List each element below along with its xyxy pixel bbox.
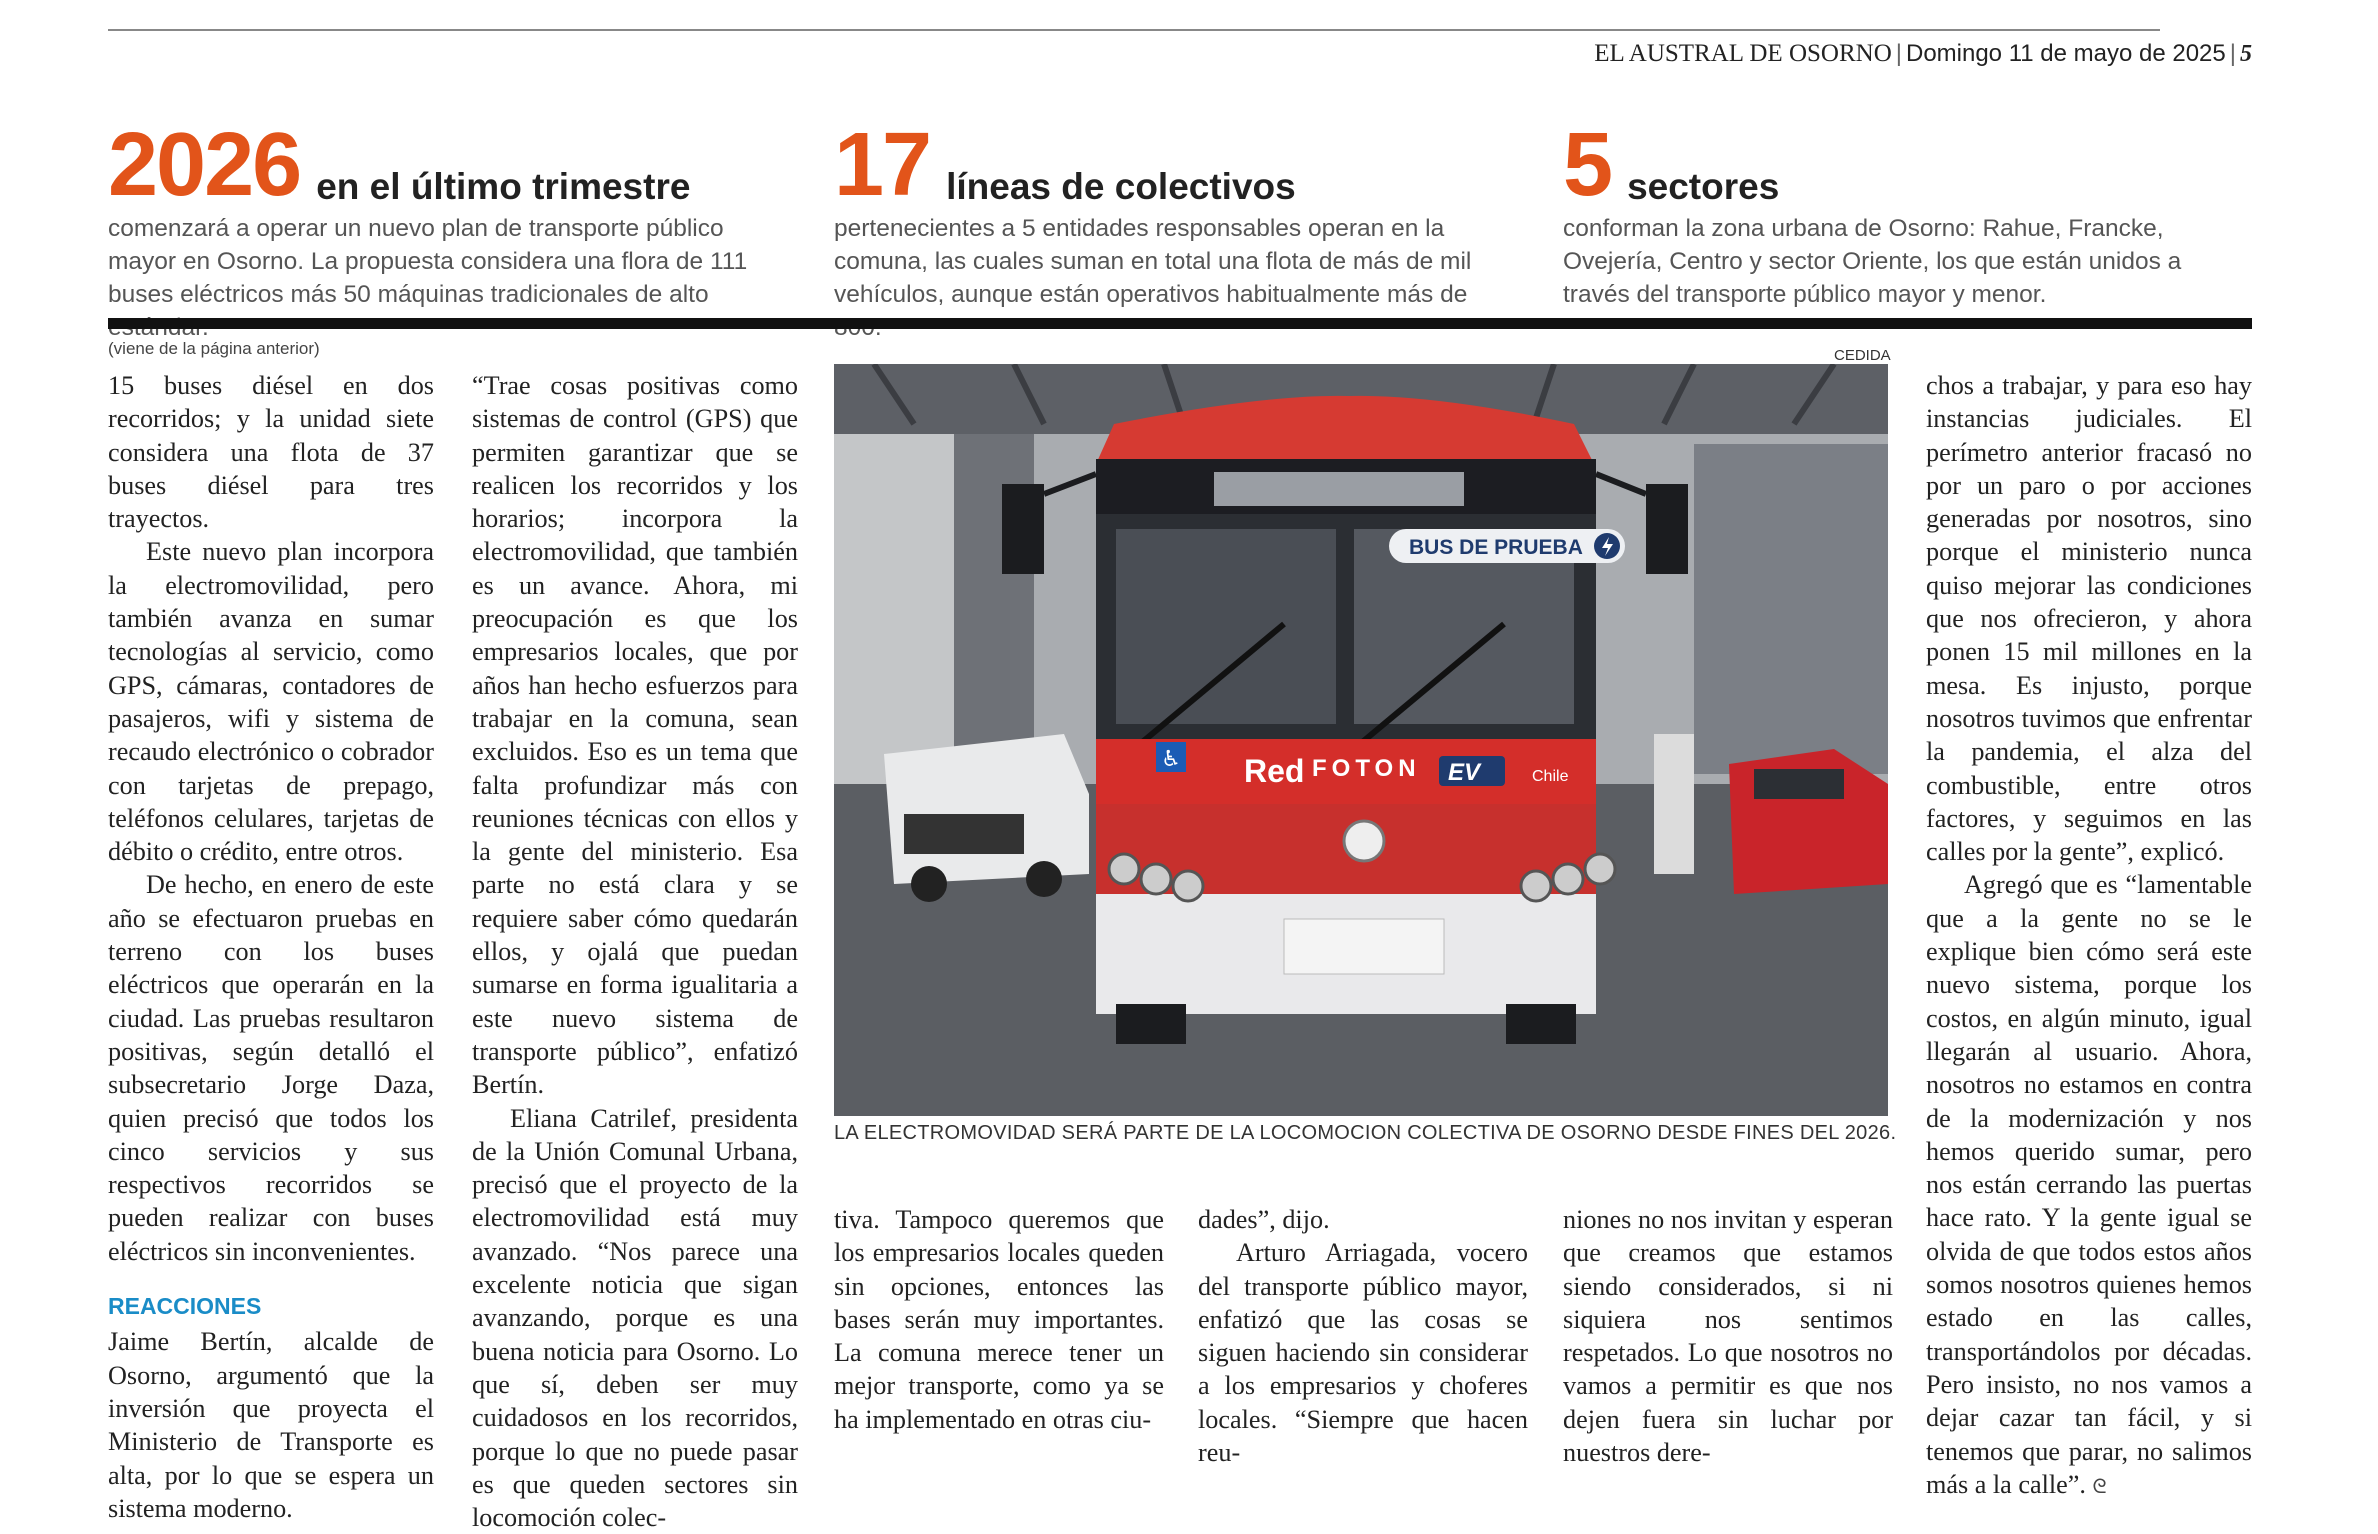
- section-rule: [108, 318, 2252, 329]
- van-wheel: [911, 866, 947, 902]
- photo-credit: CEDIDA: [1834, 347, 1891, 364]
- white-vehicle: [1654, 734, 1694, 874]
- paragraph-text: Agregó que es “lamentable que a la gente no se le explique bien cómo será este nuevo sistema, porque los costos, en algún minuto, igual llegarán al usuario. Ahora, nosotros no estamos en contra de la modernización y nos hemos querido sumar, pero nos están cerrando las puertas hace rato. Y la gente igual se olvida de que todos estos años somos nosotros quienes hemos estado en las calles, transportándolos por décadas. Pero insisto, no nos vamos a dejar cazar tan fácil, y si tenemos que parar, no salimos más a la calle”.: [1926, 870, 2252, 1499]
- stat-label: en el último trimestre: [316, 166, 691, 207]
- stat-number: 5: [1563, 115, 1612, 215]
- stat-label: líneas de colectivos: [946, 166, 1296, 207]
- license-plate-area: [1284, 919, 1444, 974]
- paragraph: dades”, dijo.: [1198, 1205, 1330, 1234]
- headlight: [1173, 871, 1203, 901]
- foton-emblem: [1344, 821, 1384, 861]
- stat-number: 2026: [108, 115, 301, 215]
- end-mark-icon: ᘓ: [2092, 1473, 2107, 1498]
- headlight: [1109, 854, 1139, 884]
- headlight: [1585, 854, 1615, 884]
- issue-date: Domingo 11 de mayo de 2025: [1905, 40, 2226, 67]
- article-column-4: [1198, 1203, 1528, 1469]
- bus-brand-logo: Red: [1244, 753, 1305, 789]
- paragraph: “Trae cosas positivas como sistemas de control (GPS) que permiten garantizar que se realicen los recorridos y los horarios; incorpora la electromovilidad, que también es un avance. Ahora, mi preocupación es que los empresarios locales, que por años han hecho esfuerzos para trabajar en la comuna, sean excluidos. Eso es un tema que falta profundizar más con reuniones técnicas con ellos y la gente del ministerio. Esa parte no está clara y se requiere saber cómo quedarán ellos, y ojalá que puedan sumarse en forma igualitaria a este nuevo sistema de transporte público”, enfatizó Bertín.: [472, 371, 798, 1100]
- page-folio: EL AUSTRAL DE OSORNO | Domingo 11 de mayo de 2025 | 5: [1594, 40, 2252, 67]
- paragraph: niones no nos invitan y esperan que creamos que estamos siendo considerados, si ni siquiera nos sentimos respetados. Lo que nosotros no vamos a permitir es que nos dejen fuera sin luchar por nuestros dere-: [1563, 1205, 1893, 1468]
- stat-number: 17: [834, 115, 931, 215]
- stat-text: comenzará a operar un nuevo plan de transporte público mayor en Osorno. La propuesta considera una flora de 111 buses eléctricos más 50 máquinas tradicionales de alto: [108, 215, 748, 308]
- side-mirror: [1002, 484, 1044, 574]
- svg-text:♿: ♿: [1161, 747, 1181, 772]
- stat-block-5: [1563, 115, 2243, 311]
- depot-door-right: [1694, 444, 1888, 774]
- paragraph: chos a trabajar, y para eso hay instancias judiciales. El perímetro anterior fracasó no por un paro o por acciones generadas por nosotros, sino porque el ministerio nunca quiso mejorar las condiciones que nos ofrecieron, y ahora ponen 15 mil millones en la mesa. Es injusto, porque nosotros tuvimos que enfrentar la pandemia, el alza del combustible, entre otros factores, y seguimos en las calles por la gente”, explicó.: [1926, 371, 2252, 867]
- bus-wheel: [1116, 1004, 1186, 1044]
- ev-badge-text: EV: [1448, 759, 1481, 786]
- car-window: [1754, 769, 1844, 799]
- windshield-left: [1116, 529, 1336, 724]
- stat-text: pertenecientes a 5 entidades responsables operan en la comuna, las cuales suman en total una flota de más de mil vehículos, aunque están operativos habitualmente más de: [834, 215, 1472, 308]
- article-column-6: [1926, 369, 2252, 1503]
- headlight: [1521, 871, 1551, 901]
- van-grille: [904, 814, 1024, 854]
- bus-wheel: [1506, 1004, 1576, 1044]
- stat-block-17: [834, 115, 1514, 344]
- white-van: [884, 734, 1089, 884]
- paragraph: De hecho, en enero de este año se efectuaron pruebas en terreno con los buses eléctricos que operarán en la ciudad. Las pruebas resultaron positivas, según detalló el subsecretario Jorge Daza, quien precisó que todos los cinco servicios y sus respectivos recorridos se pueden realizar con buses eléctricos sin inconvenientes.: [108, 870, 434, 1266]
- article-column-3: [834, 1203, 1164, 1436]
- headlight: [1553, 864, 1583, 894]
- van-wheel: [1026, 861, 1062, 897]
- newspaper-name: EL AUSTRAL DE OSORNO: [1594, 40, 1892, 67]
- continued-note: (viene de la página anterior): [108, 339, 320, 358]
- side-mirror: [1646, 484, 1688, 574]
- section-heading: REACCIONES: [108, 1293, 262, 1320]
- bus-illustration: [834, 364, 1888, 1116]
- stat-block-2026: [108, 115, 788, 344]
- paragraph: tiva. Tampoco queremos que los empresarios locales queden sin opciones, entonces las bases serán muy importantes. La comuna merece tener un mejor transporte, como ya se ha implementado en otras ciu-: [834, 1205, 1164, 1434]
- chile-badge-text: Chile: [1532, 768, 1569, 785]
- paragraph: Este nuevo plan incorpora la electromovilidad, pero también avanza en sumar tecnologías al servicio, como GPS, cámaras, contadores de pasajeros, wifi y sistema de recaudo electrónico o cobrador con tarjetas de prepago, teléfonos celulares, tarjetas de débito o crédito, entre otros.: [108, 537, 434, 867]
- paragraph: Arturo Arriagada, vocero del transporte público mayor, enfatizó que las cosas se siguen haciendo sin considerar a los empresarios y choferes locales. “Siempre que hacen reu-: [1198, 1238, 1528, 1468]
- headlight: [1141, 864, 1171, 894]
- paragraph: [1926, 868, 2252, 1503]
- test-bus-sign-text: BUS DE PRUEBA: [1409, 536, 1583, 559]
- depot-door: [954, 434, 1034, 754]
- top-rule: [108, 29, 2160, 31]
- paragraph: Jaime Bertín, alcalde de Osorno, argumentó que la inversión que proyecta el Ministerio de Transporte es alta, por lo que se espera un sistema moderno.: [108, 1327, 434, 1523]
- destination-display: [1214, 472, 1464, 506]
- bus-maker-logo: FOTON: [1312, 755, 1421, 782]
- bus-photo: [834, 364, 1888, 1116]
- article-column-5: [1563, 1203, 1893, 1469]
- stat-label: sectores: [1627, 166, 1780, 207]
- stat-text: conforman la zona urbana de Osorno: Rahue, Francke, Ovejería, Centro y sector Oriente, los que están unidos a través del transporte público mayor y menor.: [1563, 215, 2182, 308]
- article-column-2: [472, 369, 798, 1534]
- page-number: 5: [2240, 41, 2252, 67]
- paragraph: 15 buses diésel en dos recorridos; y la unidad siete considera una flota de 37 buses diésel para tres trayectos.: [108, 371, 434, 534]
- photo-caption: LA ELECTROMOVIDAD SERÁ PARTE DE LA LOCOMOCION COLECTIVA DE OSORNO DESDE FINES DEL 2026.: [834, 1122, 1897, 1144]
- paragraph: Eliana Catrilef, presidenta de la Unión Comunal Urbana, precisó que el proyecto de la electromovilidad está muy avanzado. “Nos parece una excelente noticia que sigan avanzando, porque es una buena noticia para Osorno. Lo que sí, deben ser muy cuidadosos en los recorridos, porque lo que no puede pasar es que queden sectores sin locomoción colec-: [472, 1103, 798, 1533]
- article-column-1: [108, 369, 434, 1525]
